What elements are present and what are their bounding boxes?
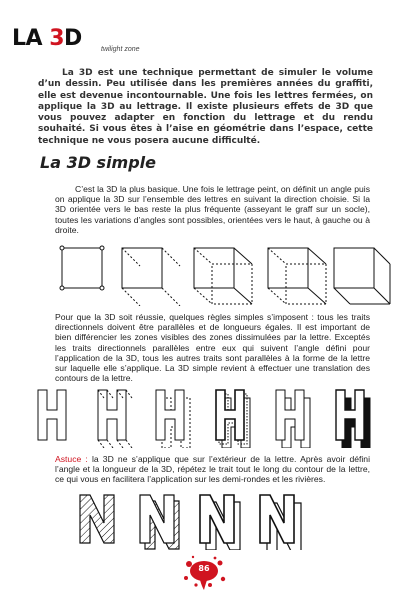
cube-step-1 bbox=[60, 246, 104, 290]
n-letter-step-4 bbox=[260, 495, 301, 550]
page-number: 86 bbox=[198, 564, 210, 573]
n-letter-step-2 bbox=[140, 495, 179, 549]
h-letter-progression-figure bbox=[0, 386, 415, 448]
h-letter-step-5 bbox=[276, 390, 310, 448]
h-letter-step-1 bbox=[38, 390, 66, 440]
n-letter-step-1 bbox=[80, 495, 114, 543]
tip-label: Astuce : bbox=[55, 454, 88, 464]
chapter-title-d: D bbox=[64, 26, 82, 51]
cube-step-5 bbox=[334, 248, 390, 304]
cube-step-2 bbox=[122, 248, 180, 306]
section-title: La 3D simple bbox=[40, 153, 157, 172]
chapter-subtitle: twilight zone bbox=[101, 46, 140, 53]
h-letter-step-6 bbox=[336, 390, 370, 448]
n-letter-progression-figure bbox=[0, 492, 415, 550]
h-letter-step-4 bbox=[216, 390, 250, 448]
cube-progression-figure bbox=[0, 244, 415, 306]
body-paragraph-1: C’est la 3D la plus basique. Une fois le lettrage peint, on définit un angle puis on applique la 3D sur l’ensemble des lettres en suivant la direction choisie. Si la 3D orientée vers le bas reste la plus fréquente (asseyant le graff sur un socle), toutes les variations d’angles sont possibles, orientées vers le haut, à gauche ou à droite. bbox=[55, 184, 370, 235]
h-letter-step-3 bbox=[156, 390, 190, 448]
chapter-title-la: LA bbox=[12, 26, 50, 51]
cube-step-4 bbox=[268, 248, 326, 304]
h-letter-step-2 bbox=[98, 390, 132, 448]
n-letter-step-3 bbox=[200, 495, 240, 550]
cube-step-3 bbox=[194, 248, 252, 304]
chapter-title-3: 3 bbox=[49, 26, 65, 51]
chapter-title bbox=[12, 26, 82, 51]
intro-paragraph: La 3D est une technique permettant de simuler le volume d’un dessin. Peu utilisée dans les premières années du graffiti, elle est devenue incontournable. Une fois les lettres fermées, on applique la 3D au lettrage. Il existe plusieurs effets de 3D que vous pouvez adapter en fonction du lettrage et du rendu souhaité. Si vous êtes à l’aise en géométrie dans l’espace, cette technique ne vous posera aucune difficulté. bbox=[38, 68, 373, 146]
body-paragraph-2: Pour que la 3D soit réussie, quelques règles simples s’imposent : tous les traits directionnels doivent être parallèles et de longueurs égales. Il est important de bien différencier les zones visibles des zones dissimulées par la lettre. Exceptés les traits directionnels parallèles entre eux qui suivent l’angle défini pour l’application de la 3D, tous les autres traits sont parallèles à la forme de la lettre sur laquelle elle s’applique. La 3D simple revient à effectuer une translation des contours de la lettre. bbox=[55, 312, 370, 384]
tip-paragraph bbox=[55, 454, 370, 485]
page-number-splat bbox=[180, 554, 228, 590]
tip-text: la 3D ne s’applique que sur l’extérieur de la lettre. Après avoir défini l’angle et la longueur de la 3D, répétez le trait tout le long du contour de la lettre, ce qui vous en facilitera l’application sur les demi-rondes et les rivières. bbox=[55, 454, 370, 485]
